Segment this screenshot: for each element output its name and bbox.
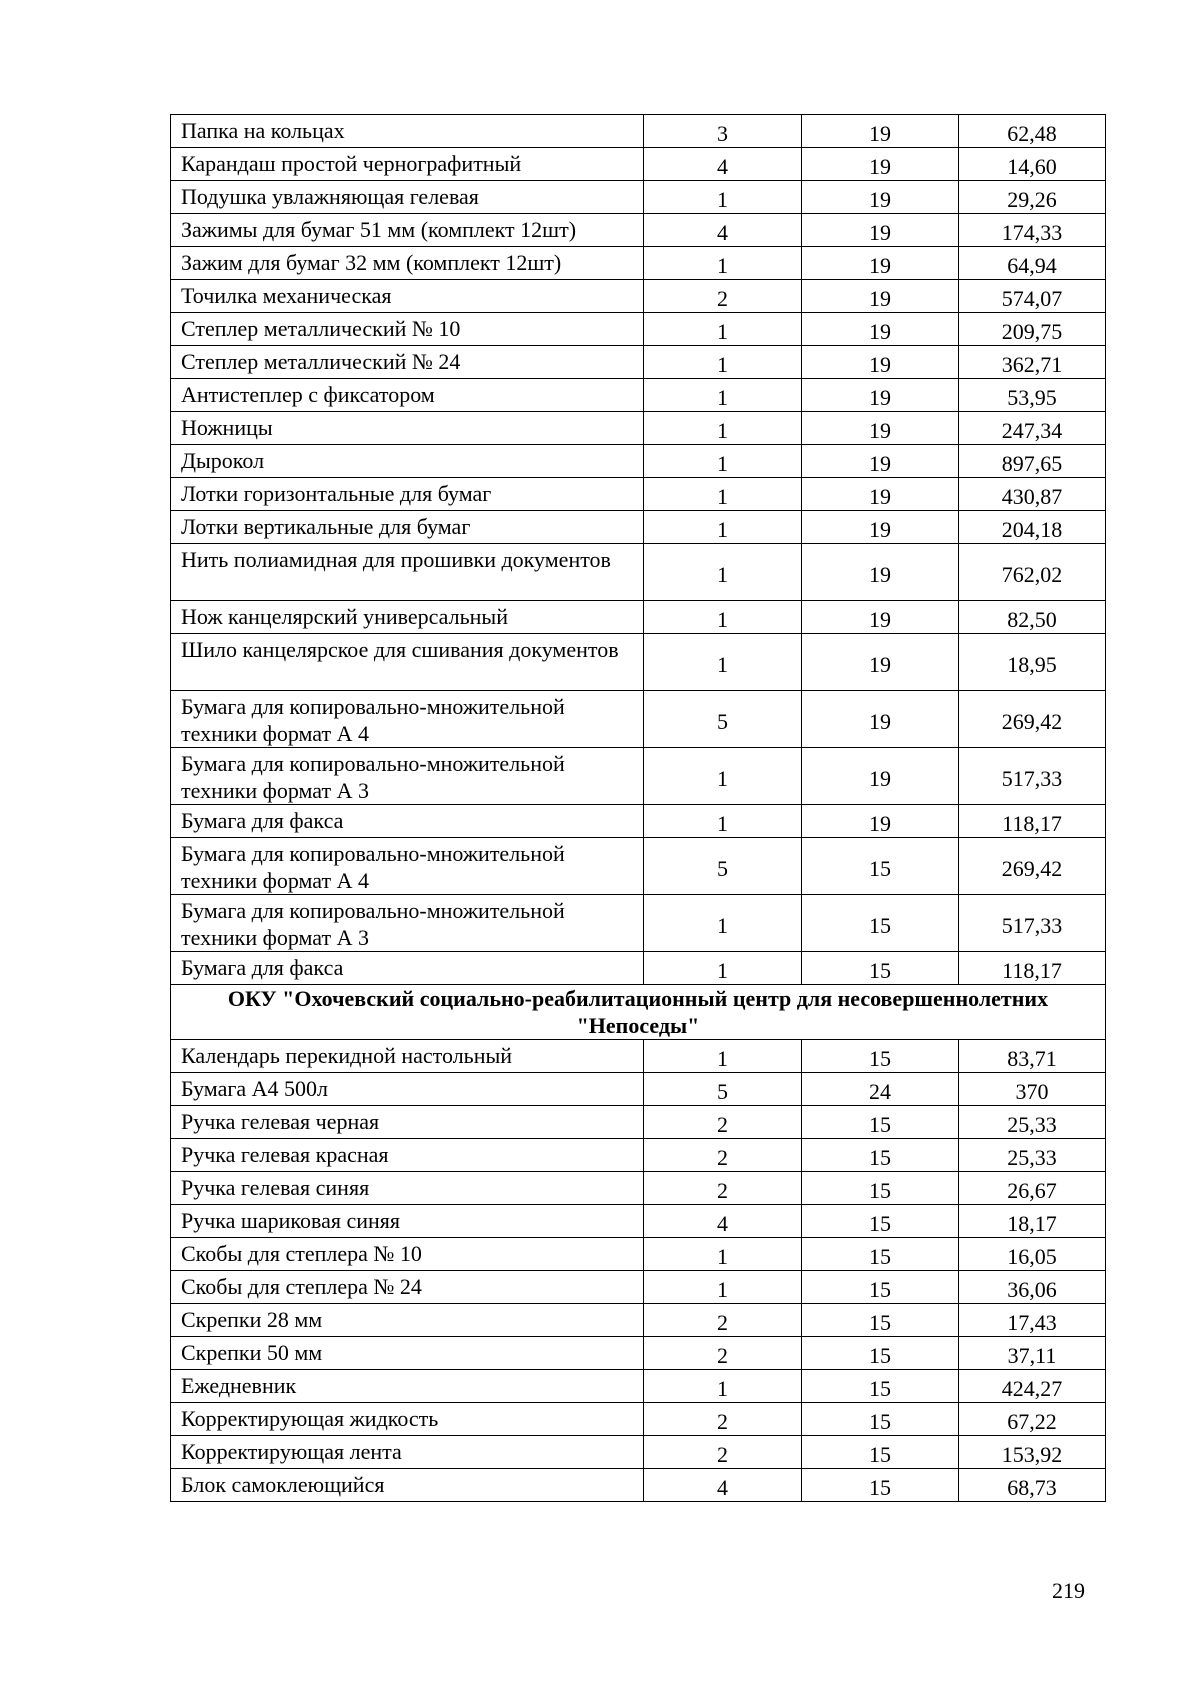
item-column-2: 15 bbox=[802, 1436, 959, 1469]
item-name: Бумага для копировально-множительной техники формат А 3 bbox=[171, 748, 644, 805]
item-name: Зажимы для бумаг 51 мм (комплект 12шт) bbox=[171, 214, 644, 247]
item-price: 424,27 bbox=[959, 1370, 1106, 1403]
item-price: 897,65 bbox=[959, 445, 1106, 478]
item-column-2: 19 bbox=[802, 346, 959, 379]
page-number: 219 bbox=[1052, 1578, 1085, 1603]
table-row bbox=[171, 313, 1106, 346]
item-name: Скобы для степлера № 10 bbox=[171, 1238, 644, 1271]
table-row bbox=[171, 1238, 1106, 1271]
item-column-2: 19 bbox=[802, 148, 959, 181]
item-price: 83,71 bbox=[959, 1040, 1106, 1073]
item-quantity: 4 bbox=[644, 148, 802, 181]
item-name: Дырокол bbox=[171, 445, 644, 478]
item-price: 17,43 bbox=[959, 1304, 1106, 1337]
item-name: Карандаш простой чернографитный bbox=[171, 148, 644, 181]
item-quantity: 1 bbox=[644, 181, 802, 214]
item-quantity: 4 bbox=[644, 1205, 802, 1238]
item-price: 517,33 bbox=[959, 895, 1106, 952]
item-quantity: 1 bbox=[644, 313, 802, 346]
item-quantity: 2 bbox=[644, 280, 802, 313]
table-row bbox=[171, 691, 1106, 748]
table-row bbox=[171, 1040, 1106, 1073]
item-price: 269,42 bbox=[959, 691, 1106, 748]
item-column-2: 19 bbox=[802, 748, 959, 805]
item-column-2: 19 bbox=[802, 379, 959, 412]
item-name: Скобы для степлера № 24 bbox=[171, 1271, 644, 1304]
table-row bbox=[171, 379, 1106, 412]
item-quantity: 2 bbox=[644, 1304, 802, 1337]
item-name: Бумага для факса bbox=[171, 952, 644, 985]
item-price: 26,67 bbox=[959, 1172, 1106, 1205]
table-row bbox=[171, 634, 1106, 691]
item-price: 25,33 bbox=[959, 1139, 1106, 1172]
item-name: Бумага для копировально-множительной техники формат А 3 bbox=[171, 895, 644, 952]
item-price: 64,94 bbox=[959, 247, 1106, 280]
item-price: 82,50 bbox=[959, 601, 1106, 634]
item-column-2: 15 bbox=[802, 1469, 959, 1502]
item-price: 67,22 bbox=[959, 1403, 1106, 1436]
item-column-2: 19 bbox=[802, 445, 959, 478]
item-name: Зажим для бумаг 32 мм (комплект 12шт) bbox=[171, 247, 644, 280]
item-quantity: 1 bbox=[644, 895, 802, 952]
item-column-2: 15 bbox=[802, 1106, 959, 1139]
item-column-2: 19 bbox=[802, 805, 959, 838]
table-row bbox=[171, 115, 1106, 148]
item-column-2: 19 bbox=[802, 634, 959, 691]
item-column-2: 19 bbox=[802, 412, 959, 445]
item-quantity: 2 bbox=[644, 1436, 802, 1469]
supplies-table bbox=[170, 114, 1106, 1502]
table-row bbox=[171, 1106, 1106, 1139]
item-name: Ручка гелевая синяя bbox=[171, 1172, 644, 1205]
table-body-bottom bbox=[171, 1040, 1106, 1502]
item-column-2: 19 bbox=[802, 511, 959, 544]
item-quantity: 2 bbox=[644, 1106, 802, 1139]
item-column-2: 15 bbox=[802, 1172, 959, 1205]
item-quantity: 1 bbox=[644, 379, 802, 412]
item-quantity: 1 bbox=[644, 478, 802, 511]
item-column-2: 15 bbox=[802, 895, 959, 952]
item-name: Ножницы bbox=[171, 412, 644, 445]
item-column-2: 15 bbox=[802, 1040, 959, 1073]
item-name: Календарь перекидной настольный bbox=[171, 1040, 644, 1073]
item-name: Бумага А4 500л bbox=[171, 1073, 644, 1106]
item-price: 247,34 bbox=[959, 412, 1106, 445]
item-price: 68,73 bbox=[959, 1469, 1106, 1502]
item-name: Ручка гелевая черная bbox=[171, 1106, 644, 1139]
item-price: 362,71 bbox=[959, 346, 1106, 379]
item-name: Ежедневник bbox=[171, 1370, 644, 1403]
table-row bbox=[171, 1304, 1106, 1337]
table-body-top bbox=[171, 115, 1106, 985]
table-row bbox=[171, 148, 1106, 181]
item-name: Антистеплер с фиксатором bbox=[171, 379, 644, 412]
item-name: Бумага для копировально-множительной техники формат А 4 bbox=[171, 838, 644, 895]
item-name: Ручка гелевая красная bbox=[171, 1139, 644, 1172]
item-quantity: 1 bbox=[644, 952, 802, 985]
item-quantity: 1 bbox=[644, 634, 802, 691]
table-row bbox=[171, 181, 1106, 214]
item-price: 18,17 bbox=[959, 1205, 1106, 1238]
table-row bbox=[171, 280, 1106, 313]
item-quantity: 1 bbox=[644, 1271, 802, 1304]
item-column-2: 15 bbox=[802, 1139, 959, 1172]
item-price: 14,60 bbox=[959, 148, 1106, 181]
item-price: 209,75 bbox=[959, 313, 1106, 346]
item-quantity: 1 bbox=[644, 748, 802, 805]
table-row bbox=[171, 544, 1106, 601]
table-row bbox=[171, 412, 1106, 445]
item-name: Скрепки 50 мм bbox=[171, 1337, 644, 1370]
item-name: Блок самоклеющийся bbox=[171, 1469, 644, 1502]
item-quantity: 2 bbox=[644, 1337, 802, 1370]
item-quantity: 2 bbox=[644, 1403, 802, 1436]
item-quantity: 2 bbox=[644, 1172, 802, 1205]
item-name: Степлер металлический № 10 bbox=[171, 313, 644, 346]
item-name: Ручка шариковая синяя bbox=[171, 1205, 644, 1238]
item-column-2: 19 bbox=[802, 247, 959, 280]
item-quantity: 1 bbox=[644, 544, 802, 601]
item-quantity: 1 bbox=[644, 412, 802, 445]
item-price: 16,05 bbox=[959, 1238, 1106, 1271]
item-price: 118,17 bbox=[959, 952, 1106, 985]
table-row bbox=[171, 1073, 1106, 1106]
item-quantity: 1 bbox=[644, 805, 802, 838]
item-column-2: 15 bbox=[802, 1238, 959, 1271]
item-column-2: 15 bbox=[802, 1370, 959, 1403]
table-row bbox=[171, 1205, 1106, 1238]
table-row bbox=[171, 1469, 1106, 1502]
item-price: 25,33 bbox=[959, 1106, 1106, 1139]
table-row bbox=[171, 1139, 1106, 1172]
table-row bbox=[171, 805, 1106, 838]
item-quantity: 4 bbox=[644, 214, 802, 247]
section-block bbox=[171, 985, 1106, 1040]
item-price: 574,07 bbox=[959, 280, 1106, 313]
item-column-2: 19 bbox=[802, 691, 959, 748]
item-name: Корректирующая жидкость bbox=[171, 1403, 644, 1436]
item-quantity: 5 bbox=[644, 838, 802, 895]
item-price: 62,48 bbox=[959, 115, 1106, 148]
item-name: Скрепки 28 мм bbox=[171, 1304, 644, 1337]
item-name: Корректирующая лента bbox=[171, 1436, 644, 1469]
item-price: 174,33 bbox=[959, 214, 1106, 247]
item-column-2: 15 bbox=[802, 952, 959, 985]
item-quantity: 1 bbox=[644, 1370, 802, 1403]
item-name: Нить полиамидная для прошивки документов bbox=[171, 544, 644, 601]
item-price: 269,42 bbox=[959, 838, 1106, 895]
item-name: Лотки горизонтальные для бумаг bbox=[171, 478, 644, 511]
item-name: Лотки вертикальные для бумаг bbox=[171, 511, 644, 544]
item-price: 517,33 bbox=[959, 748, 1106, 805]
item-price: 18,95 bbox=[959, 634, 1106, 691]
item-quantity: 1 bbox=[644, 346, 802, 379]
item-quantity: 5 bbox=[644, 1073, 802, 1106]
item-column-2: 24 bbox=[802, 1073, 959, 1106]
table-row bbox=[171, 511, 1106, 544]
item-price: 53,95 bbox=[959, 379, 1106, 412]
item-column-2: 15 bbox=[802, 1205, 959, 1238]
item-quantity: 4 bbox=[644, 1469, 802, 1502]
item-name: Бумага для копировально-множительной техники формат А 4 bbox=[171, 691, 644, 748]
table-row bbox=[171, 601, 1106, 634]
item-price: 118,17 bbox=[959, 805, 1106, 838]
item-name: Нож канцелярский универсальный bbox=[171, 601, 644, 634]
item-quantity: 5 bbox=[644, 691, 802, 748]
item-quantity: 1 bbox=[644, 1238, 802, 1271]
table-row bbox=[171, 1337, 1106, 1370]
item-column-2: 19 bbox=[802, 544, 959, 601]
item-column-2: 15 bbox=[802, 1337, 959, 1370]
item-column-2: 19 bbox=[802, 313, 959, 346]
table-row bbox=[171, 247, 1106, 280]
table-row bbox=[171, 445, 1106, 478]
item-name: Точилка механическая bbox=[171, 280, 644, 313]
item-column-2: 19 bbox=[802, 115, 959, 148]
item-quantity: 1 bbox=[644, 445, 802, 478]
table-row bbox=[171, 214, 1106, 247]
item-name: Подушка увлажняющая гелевая bbox=[171, 181, 644, 214]
item-name: Папка на кольцах bbox=[171, 115, 644, 148]
item-column-2: 15 bbox=[802, 1403, 959, 1436]
table-row bbox=[171, 478, 1106, 511]
item-column-2: 15 bbox=[802, 838, 959, 895]
table-row bbox=[171, 1271, 1106, 1304]
item-price: 153,92 bbox=[959, 1436, 1106, 1469]
item-name: Бумага для факса bbox=[171, 805, 644, 838]
section-title: ОКУ "Охочевский социально-реабилитационный центр для несовершеннолетних "Непоседы" bbox=[171, 985, 1106, 1040]
item-column-2: 15 bbox=[802, 1304, 959, 1337]
section-row bbox=[171, 985, 1106, 1040]
item-column-2: 19 bbox=[802, 214, 959, 247]
item-price: 762,02 bbox=[959, 544, 1106, 601]
table-row bbox=[171, 748, 1106, 805]
table-row bbox=[171, 1370, 1106, 1403]
table-row bbox=[171, 1403, 1106, 1436]
item-price: 430,87 bbox=[959, 478, 1106, 511]
item-quantity: 2 bbox=[644, 1139, 802, 1172]
item-column-2: 19 bbox=[802, 601, 959, 634]
item-column-2: 19 bbox=[802, 478, 959, 511]
item-price: 370 bbox=[959, 1073, 1106, 1106]
item-quantity: 1 bbox=[644, 247, 802, 280]
table-row bbox=[171, 346, 1106, 379]
table-row bbox=[171, 1172, 1106, 1205]
table-row bbox=[171, 1436, 1106, 1469]
item-name: Степлер металлический № 24 bbox=[171, 346, 644, 379]
item-quantity: 1 bbox=[644, 601, 802, 634]
item-column-2: 19 bbox=[802, 181, 959, 214]
item-name: Шило канцелярское для сшивания документов bbox=[171, 634, 644, 691]
item-column-2: 15 bbox=[802, 1271, 959, 1304]
item-price: 36,06 bbox=[959, 1271, 1106, 1304]
table-row bbox=[171, 895, 1106, 952]
item-quantity: 1 bbox=[644, 511, 802, 544]
item-price: 204,18 bbox=[959, 511, 1106, 544]
item-quantity: 3 bbox=[644, 115, 802, 148]
item-price: 29,26 bbox=[959, 181, 1106, 214]
item-column-2: 19 bbox=[802, 280, 959, 313]
table-row bbox=[171, 952, 1106, 985]
table-row bbox=[171, 838, 1106, 895]
item-quantity: 1 bbox=[644, 1040, 802, 1073]
item-price: 37,11 bbox=[959, 1337, 1106, 1370]
